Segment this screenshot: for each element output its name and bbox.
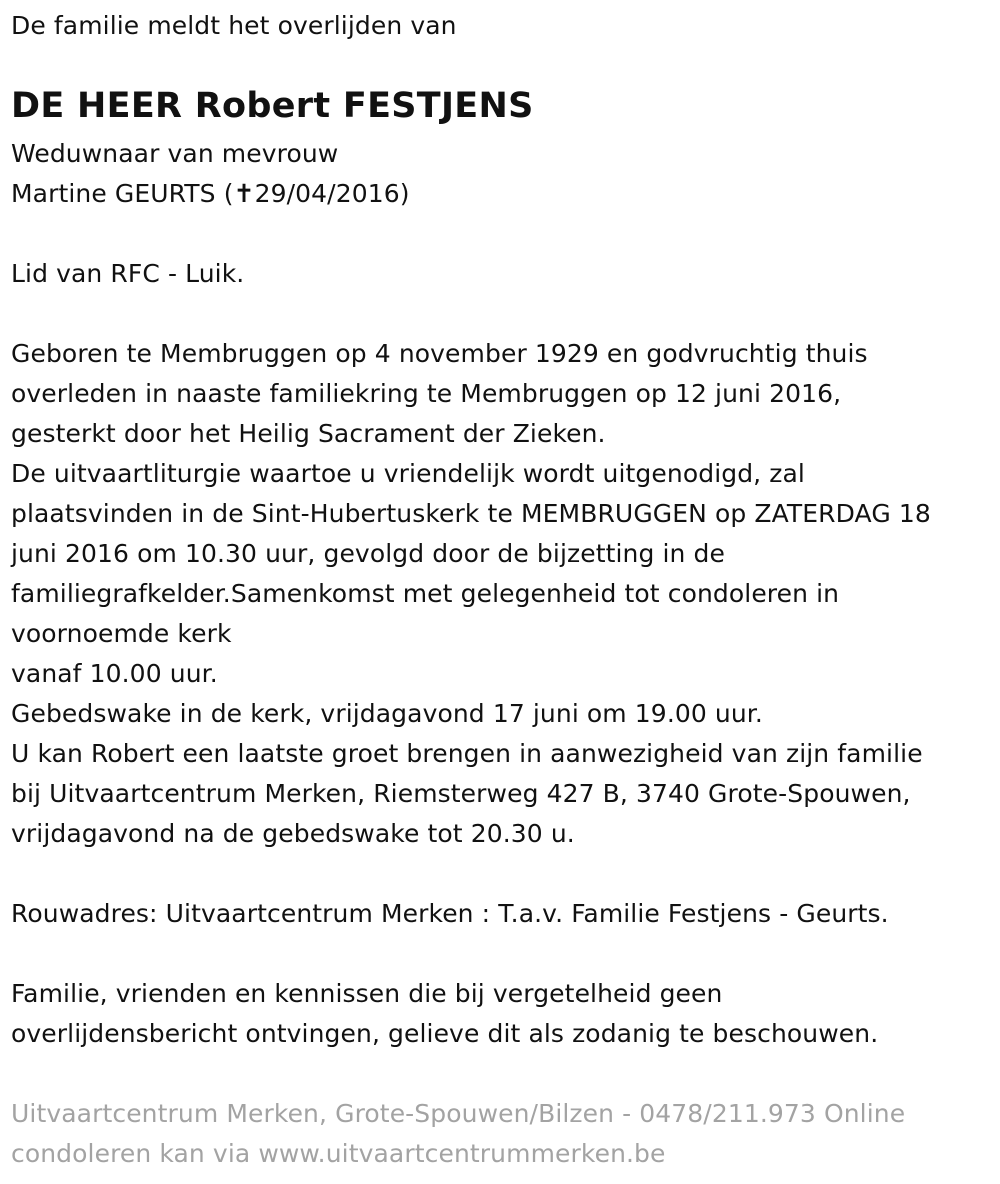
detail-line: vanaf 10.00 uur. <box>11 659 218 688</box>
notice-section <box>11 974 878 1054</box>
spouse-line-2 <box>11 174 410 214</box>
detail-line: juni 2016 om 10.30 uur, gevolgd door de bijzetting in de <box>11 539 725 568</box>
footer-line: Uitvaartcentrum Merken, Grote-Spouwen/Bilzen - 0478/211.973 Online <box>11 1099 906 1128</box>
detail-line: familiegrafkelder.Samenkomst met gelegenheid tot condoleren in <box>11 579 840 608</box>
detail-line: overleden in naaste familiekring te Membruggen op 12 juni 2016, <box>11 379 842 408</box>
deceased-name: DE HEER Robert FESTJENS <box>11 86 534 126</box>
detail-line: Gebedswake in de kerk, vrijdagavond 17 juni om 19.00 uur. <box>11 699 763 728</box>
membership-section <box>11 254 244 294</box>
detail-line: plaatsvinden in de Sint-Hubertuskerk te MEMBRUGGEN op ZATERDAG 18 <box>11 499 931 528</box>
detail-line: vrijdagavond na de gebedswake tot 20.30 u. <box>11 819 575 848</box>
detail-line: De uitvaartliturgie waartoe u vriendelijk wordt uitgenodigd, zal <box>11 459 805 488</box>
cross-icon: ✝ <box>233 179 255 208</box>
detail-line: voornoemde kerk <box>11 619 232 648</box>
membership-text: Lid van RFC - Luik. <box>11 259 245 288</box>
funeral-details <box>11 334 931 854</box>
footer <box>11 1094 905 1174</box>
spouse-line-1: Weduwnaar van mevrouw <box>11 139 339 168</box>
footer-line: condoleren kan via www.uitvaartcentrummerken.be <box>11 1139 666 1168</box>
spouse-name: Martine GEURTS ( <box>11 179 234 208</box>
detail-line: Geboren te Membruggen op 4 november 1929 en godvruchtig thuis <box>11 339 868 368</box>
detail-line: gesterkt door het Heilig Sacrament der Zieken. <box>11 419 606 448</box>
detail-line: bij Uitvaartcentrum Merken, Riemsterweg 427 B, 3740 Grote-Spouwen, <box>11 779 911 808</box>
mourning-address-section <box>11 894 889 934</box>
notice-line: Familie, vrienden en kennissen die bij vergetelheid geen <box>11 979 723 1008</box>
intro-text: De familie meldt het overlijden van <box>11 11 457 40</box>
detail-line: U kan Robert een laatste groet brengen in aanwezigheid van zijn familie <box>11 739 923 768</box>
mourning-address: Rouwadres: Uitvaartcentrum Merken : T.a.v. Familie Festjens - Geurts. <box>11 899 889 928</box>
spouse-section <box>11 134 410 214</box>
notice-line: overlijdensbericht ontvingen, gelieve dit als zodanig te beschouwen. <box>11 1019 879 1048</box>
spouse-date: 29/04/2016) <box>254 179 410 208</box>
